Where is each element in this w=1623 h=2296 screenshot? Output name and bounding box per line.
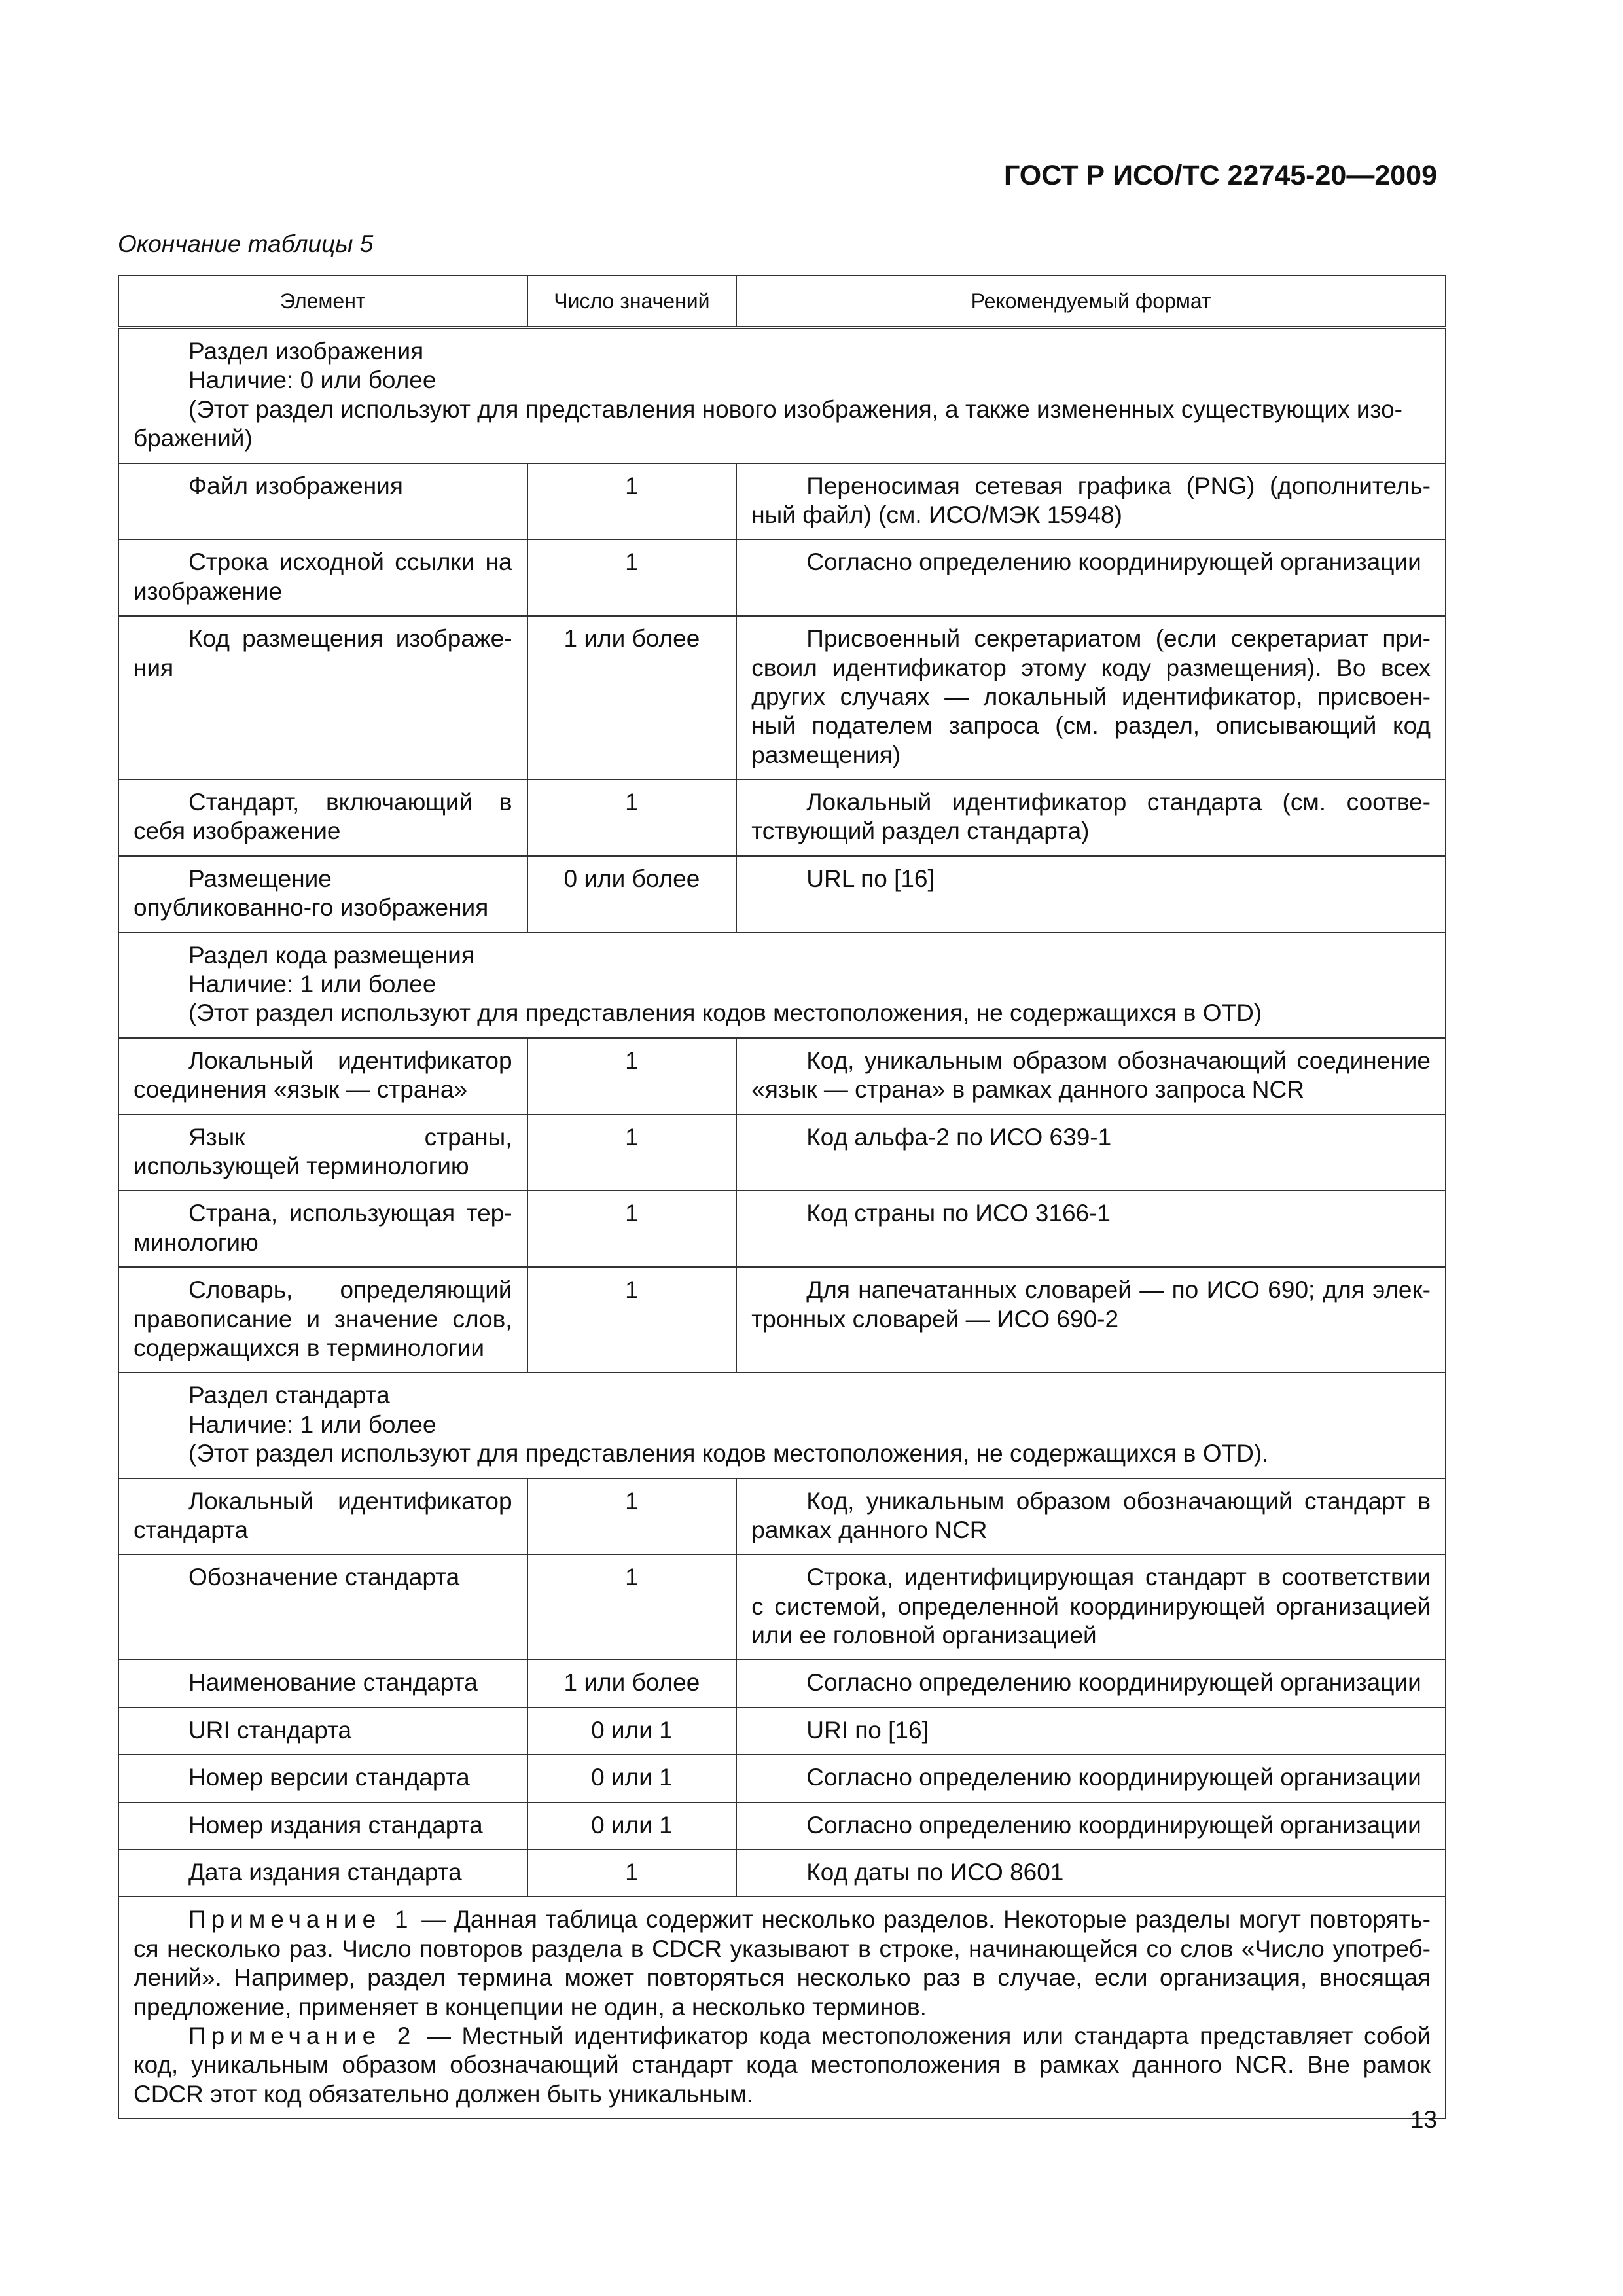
cell-element: Локальный идентификатор стандарта xyxy=(118,1479,527,1555)
note-1-text: — Данная таблица содержит несколько разделов. Некоторые разделы могут повторять-ся несколько раз. Число повторов раздела в CDCR указывают в строке, начинающейся со слов «Число употреб-лений». Например, раздел термина может повторяться несколько раз в случае, если организация, вносящая предложение, применяет в концепции не один, а несколько терминов. xyxy=(134,1906,1431,2020)
note-2-label: Примечание 2 xyxy=(188,2022,416,2049)
note-2 xyxy=(134,2022,1431,2109)
section-presence: Наличие: 0 или более xyxy=(188,367,437,394)
cell-format: Согласно определению координирующей организации xyxy=(736,1755,1446,1802)
table-row xyxy=(118,1479,1446,1555)
section-title: Раздел стандарта xyxy=(188,1382,390,1409)
table-row xyxy=(118,1755,1446,1802)
cell-count: 0 или 1 xyxy=(527,1803,737,1850)
section-description: (Этот раздел используют для представления нового изображения, а также измененных существующих изо- xyxy=(188,395,1402,423)
cell-element: Обозначение стандарта xyxy=(118,1554,527,1660)
document-standard-id: ГОСТ Р ИСО/ТС 22745-20—2009 xyxy=(1003,160,1437,191)
table-row xyxy=(118,1191,1446,1267)
table-header-row xyxy=(118,276,1446,328)
cell-format: Код альфа-2 по ИСО 639-1 xyxy=(736,1115,1446,1191)
table-row xyxy=(118,1708,1446,1755)
cell-count: 0 или 1 xyxy=(527,1708,737,1755)
table-row xyxy=(118,616,1446,780)
cell-element: Наименование стандарта xyxy=(118,1660,527,1707)
section-description: (Этот раздел используют для представления кодов местоположения, не содержащихся в OTD) xyxy=(188,999,1262,1027)
table-row xyxy=(118,463,1446,540)
table-row xyxy=(118,780,1446,856)
column-header-format: Рекомендуемый формат xyxy=(736,276,1446,328)
section-description: (Этот раздел используют для представления кодов местоположения, не содержащихся в OTD). xyxy=(188,1440,1269,1467)
cell-format: Присвоенный секретариатом (если секретариат при-своил идентификатор этому коду размещения). Во всех других случаях — локальный идентификатор, присвоен-ный подателем запроса (см. раздел, описывающий код размещения) xyxy=(736,616,1446,780)
specification-table xyxy=(118,275,1446,2119)
cell-count: 1 xyxy=(527,1267,737,1372)
section-header-row xyxy=(118,328,1446,463)
table-row xyxy=(118,1850,1446,1897)
cell-format: Согласно определению координирующей организации xyxy=(736,1660,1446,1707)
cell-format: URL по [16] xyxy=(736,856,1446,933)
cell-count: 1 xyxy=(527,539,737,616)
cell-element: Дата издания стандарта xyxy=(118,1850,527,1897)
cell-format: Код, уникальным образом обозначающий стандарт в рамках данного NCR xyxy=(736,1479,1446,1555)
page-number: 13 xyxy=(1410,2106,1437,2133)
note-1-label: Примечание 1 xyxy=(188,1906,414,1933)
cell-element: Код размещения изображе-ния xyxy=(118,616,527,780)
cell-count: 0 или 1 xyxy=(527,1755,737,1802)
cell-format: Локальный идентификатор стандарта (см. соотве-тствующий раздел стандарта) xyxy=(736,780,1446,856)
cell-element: Стандарт, включающий в себя изображение xyxy=(118,780,527,856)
table-row xyxy=(118,539,1446,616)
table-row xyxy=(118,1115,1446,1191)
cell-count: 1 или более xyxy=(527,1660,737,1707)
section-presence: Наличие: 1 или более xyxy=(188,1410,437,1438)
section-title: Раздел изображения xyxy=(188,338,424,365)
cell-element: Строка исходной ссылки на изображение xyxy=(118,539,527,616)
section-header-location-code xyxy=(118,933,1446,1038)
column-header-count: Число значений xyxy=(527,276,737,328)
table-notes xyxy=(118,1897,1446,2119)
cell-count: 1 xyxy=(527,1115,737,1191)
cell-format: Код, уникальным образом обозначающий соединение «язык — страна» в рамках данного запроса NCR xyxy=(736,1038,1446,1115)
section-presence: Наличие: 1 или более xyxy=(188,971,437,998)
cell-format: Согласно определению координирующей организации xyxy=(736,539,1446,616)
notes-row xyxy=(118,1897,1446,2119)
section-header-row xyxy=(118,933,1446,1038)
cell-count: 1 xyxy=(527,1191,737,1267)
cell-element: Словарь, определяющий правописание и значение слов, содержащихся в терминологии xyxy=(118,1267,527,1372)
cell-count: 0 или более xyxy=(527,856,737,933)
table-row xyxy=(118,856,1446,933)
cell-count: 1 xyxy=(527,780,737,856)
cell-format: Код даты по ИСО 8601 xyxy=(736,1850,1446,1897)
cell-format: Для напечатанных словарей — по ИСО 690; для элек-тронных словарей — ИСО 690-2 xyxy=(736,1267,1446,1372)
table-row xyxy=(118,1267,1446,1372)
section-header-row xyxy=(118,1372,1446,1478)
cell-element: Размещение опубликованно-го изображения xyxy=(118,856,527,933)
cell-format: Код страны по ИСО 3166-1 xyxy=(736,1191,1446,1267)
table-caption: Окончание таблицы 5 xyxy=(118,230,374,257)
table-row xyxy=(118,1038,1446,1115)
cell-element: URI стандарта xyxy=(118,1708,527,1755)
cell-count: 1 xyxy=(527,463,737,540)
cell-format: Согласно определению координирующей организации xyxy=(736,1803,1446,1850)
cell-count: 1 xyxy=(527,1479,737,1555)
table-row xyxy=(118,1803,1446,1850)
note-1 xyxy=(134,1905,1431,2022)
cell-format: Строка, идентифицирующая стандарт в соответствии с системой, определенной координирующей организацией или ее головной организацией xyxy=(736,1554,1446,1660)
cell-count: 1 xyxy=(527,1850,737,1897)
cell-count: 1 или более xyxy=(527,616,737,780)
section-title: Раздел кода размещения xyxy=(188,941,474,969)
cell-element: Номер издания стандарта xyxy=(118,1803,527,1850)
cell-count: 1 xyxy=(527,1038,737,1115)
note-2-text: — Местный идентификатор кода местоположения или стандарта представляет собой код, уникальным образом обозначающий стандарт кода местоположения в рамках данного NCR. Вне рамок CDCR этот код обязательно должен быть уникальным. xyxy=(134,2022,1431,2108)
cell-format: URI по [16] xyxy=(736,1708,1446,1755)
cell-element: Файл изображения xyxy=(118,463,527,540)
section-header-standard xyxy=(118,1372,1446,1478)
table-row xyxy=(118,1660,1446,1707)
cell-format: Переносимая сетевая графика (PNG) (дополнитель-ный файл) (см. ИСО/МЭК 15948) xyxy=(736,463,1446,540)
cell-count: 1 xyxy=(527,1554,737,1660)
cell-element: Номер версии стандарта xyxy=(118,1755,527,1802)
cell-element: Локальный идентификатор соединения «язык — страна» xyxy=(118,1038,527,1115)
cell-element: Язык страны, использующей терминологию xyxy=(118,1115,527,1191)
section-description-cont: бражений) xyxy=(134,425,253,452)
cell-element: Страна, использующая тер-минологию xyxy=(118,1191,527,1267)
section-header-image xyxy=(118,328,1446,463)
table-row xyxy=(118,1554,1446,1660)
column-header-element: Элемент xyxy=(118,276,527,328)
